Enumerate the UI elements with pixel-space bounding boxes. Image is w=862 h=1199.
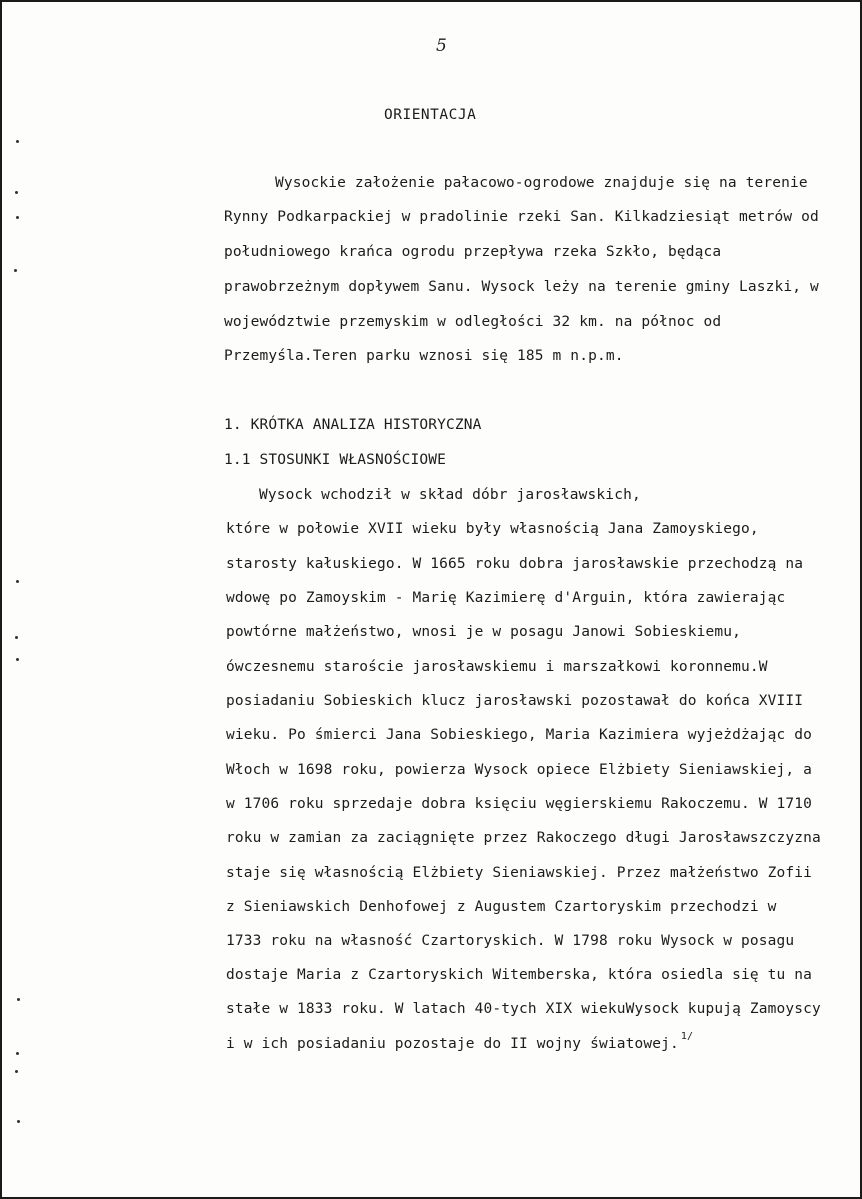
subsection-heading: 1.1 STOSUNKI WŁASNOŚCIOWE	[224, 452, 446, 468]
paragraph-line: Rynny Podkarpackiej w pradolinie rzeki San. Kilkadziesiąt metrów od	[224, 209, 819, 225]
scan-speck	[16, 216, 19, 219]
paragraph-line: stałe w 1833 roku. W latach 40-tych XIX wiekuWysock kupują Zamoyscy	[226, 1001, 821, 1017]
paragraph-line: staje się własnością Elżbiety Sieniawskiej. Przez małżeństwo Zofii	[226, 865, 813, 881]
paragraph-line: województwie przemyskim w odległości 32 km. na północ od	[224, 314, 722, 330]
paragraph-line: południowego krańca ogrodu przepływa rzeka Szkło, będąca	[224, 244, 722, 260]
section-heading: 1. KRÓTKA ANALIZA HISTORYCZNA	[224, 417, 482, 433]
page-number: 5	[436, 36, 447, 56]
paragraph-line: ówczesnemu staroście jarosławskiemu i marszałkowi koronnemu.W	[226, 659, 768, 675]
paragraph-line: wieku. Po śmierci Jana Sobieskiego, Maria Kazimiera wyjeżdżając do	[226, 727, 813, 743]
scan-speck	[14, 269, 17, 272]
scan-speck	[16, 580, 19, 583]
paragraph-line: posiadaniu Sobieskich klucz jarosławski pozostawał do końca XVIII	[226, 693, 804, 709]
scan-speck	[16, 1052, 19, 1055]
scan-speck	[17, 998, 20, 1001]
paragraph-line: roku w zamian za zaciągnięte przez Rakoczego długi Jarosławszczyzna	[226, 830, 821, 846]
paragraph-line: 1733 roku na własność Czartoryskich. W 1798 roku Wysock w posagu	[226, 933, 795, 949]
paragraph-line: starosty kałuskiego. W 1665 roku dobra jarosławskie przechodzą na	[226, 556, 804, 572]
paragraph-line: powtórne małżeństwo, wnosi je w posagu Janowi Sobieskiemu,	[226, 624, 742, 640]
scan-speck	[15, 636, 18, 639]
paragraph-line: Przemyśla.Teren parku wznosi się 185 m n.p.m.	[224, 348, 624, 364]
scan-speck	[16, 658, 19, 661]
paragraph-line: Włoch w 1698 roku, powierza Wysock opiece Elżbiety Sieniawskiej, a	[226, 762, 813, 778]
paragraph-line: prawobrzeżnym dopływem Sanu. Wysock leży na terenie gminy Laszki, w	[224, 279, 819, 295]
paragraph-line: które w połowie XVII wieku były własnością Jana Zamoyskiego,	[226, 521, 759, 537]
paragraph-line: Wysock wchodził w skład dóbr jarosławskich,	[259, 487, 641, 503]
paragraph-line: z Sieniawskich Denhofowej z Augustem Czartoryskim przechodzi w	[226, 899, 777, 915]
paragraph-line: Wysockie założenie pałacowo-ogrodowe znajduje się na terenie	[275, 175, 808, 191]
paragraph-line-last	[226, 1031, 694, 1052]
scan-speck	[15, 191, 18, 194]
scan-speck	[15, 1070, 18, 1073]
footnote-reference: 1/	[680, 1031, 694, 1042]
document-title: ORIENTACJA	[384, 107, 477, 123]
scan-speck	[17, 1120, 20, 1123]
paragraph-line: wdowę po Zamoyskim - Marię Kazimierę d'Arguin, która zawierając	[226, 590, 786, 606]
scan-speck	[16, 140, 19, 143]
paragraph-line: w 1706 roku sprzedaje dobra księciu węgierskiemu Rakoczemu. W 1710	[226, 796, 813, 812]
paragraph-text: i w ich posiadaniu pozostaje do II wojny światowej.	[226, 1036, 679, 1052]
paragraph-line: dostaje Maria z Czartoryskich Witemberska, która osiedla się tu na	[226, 967, 813, 983]
